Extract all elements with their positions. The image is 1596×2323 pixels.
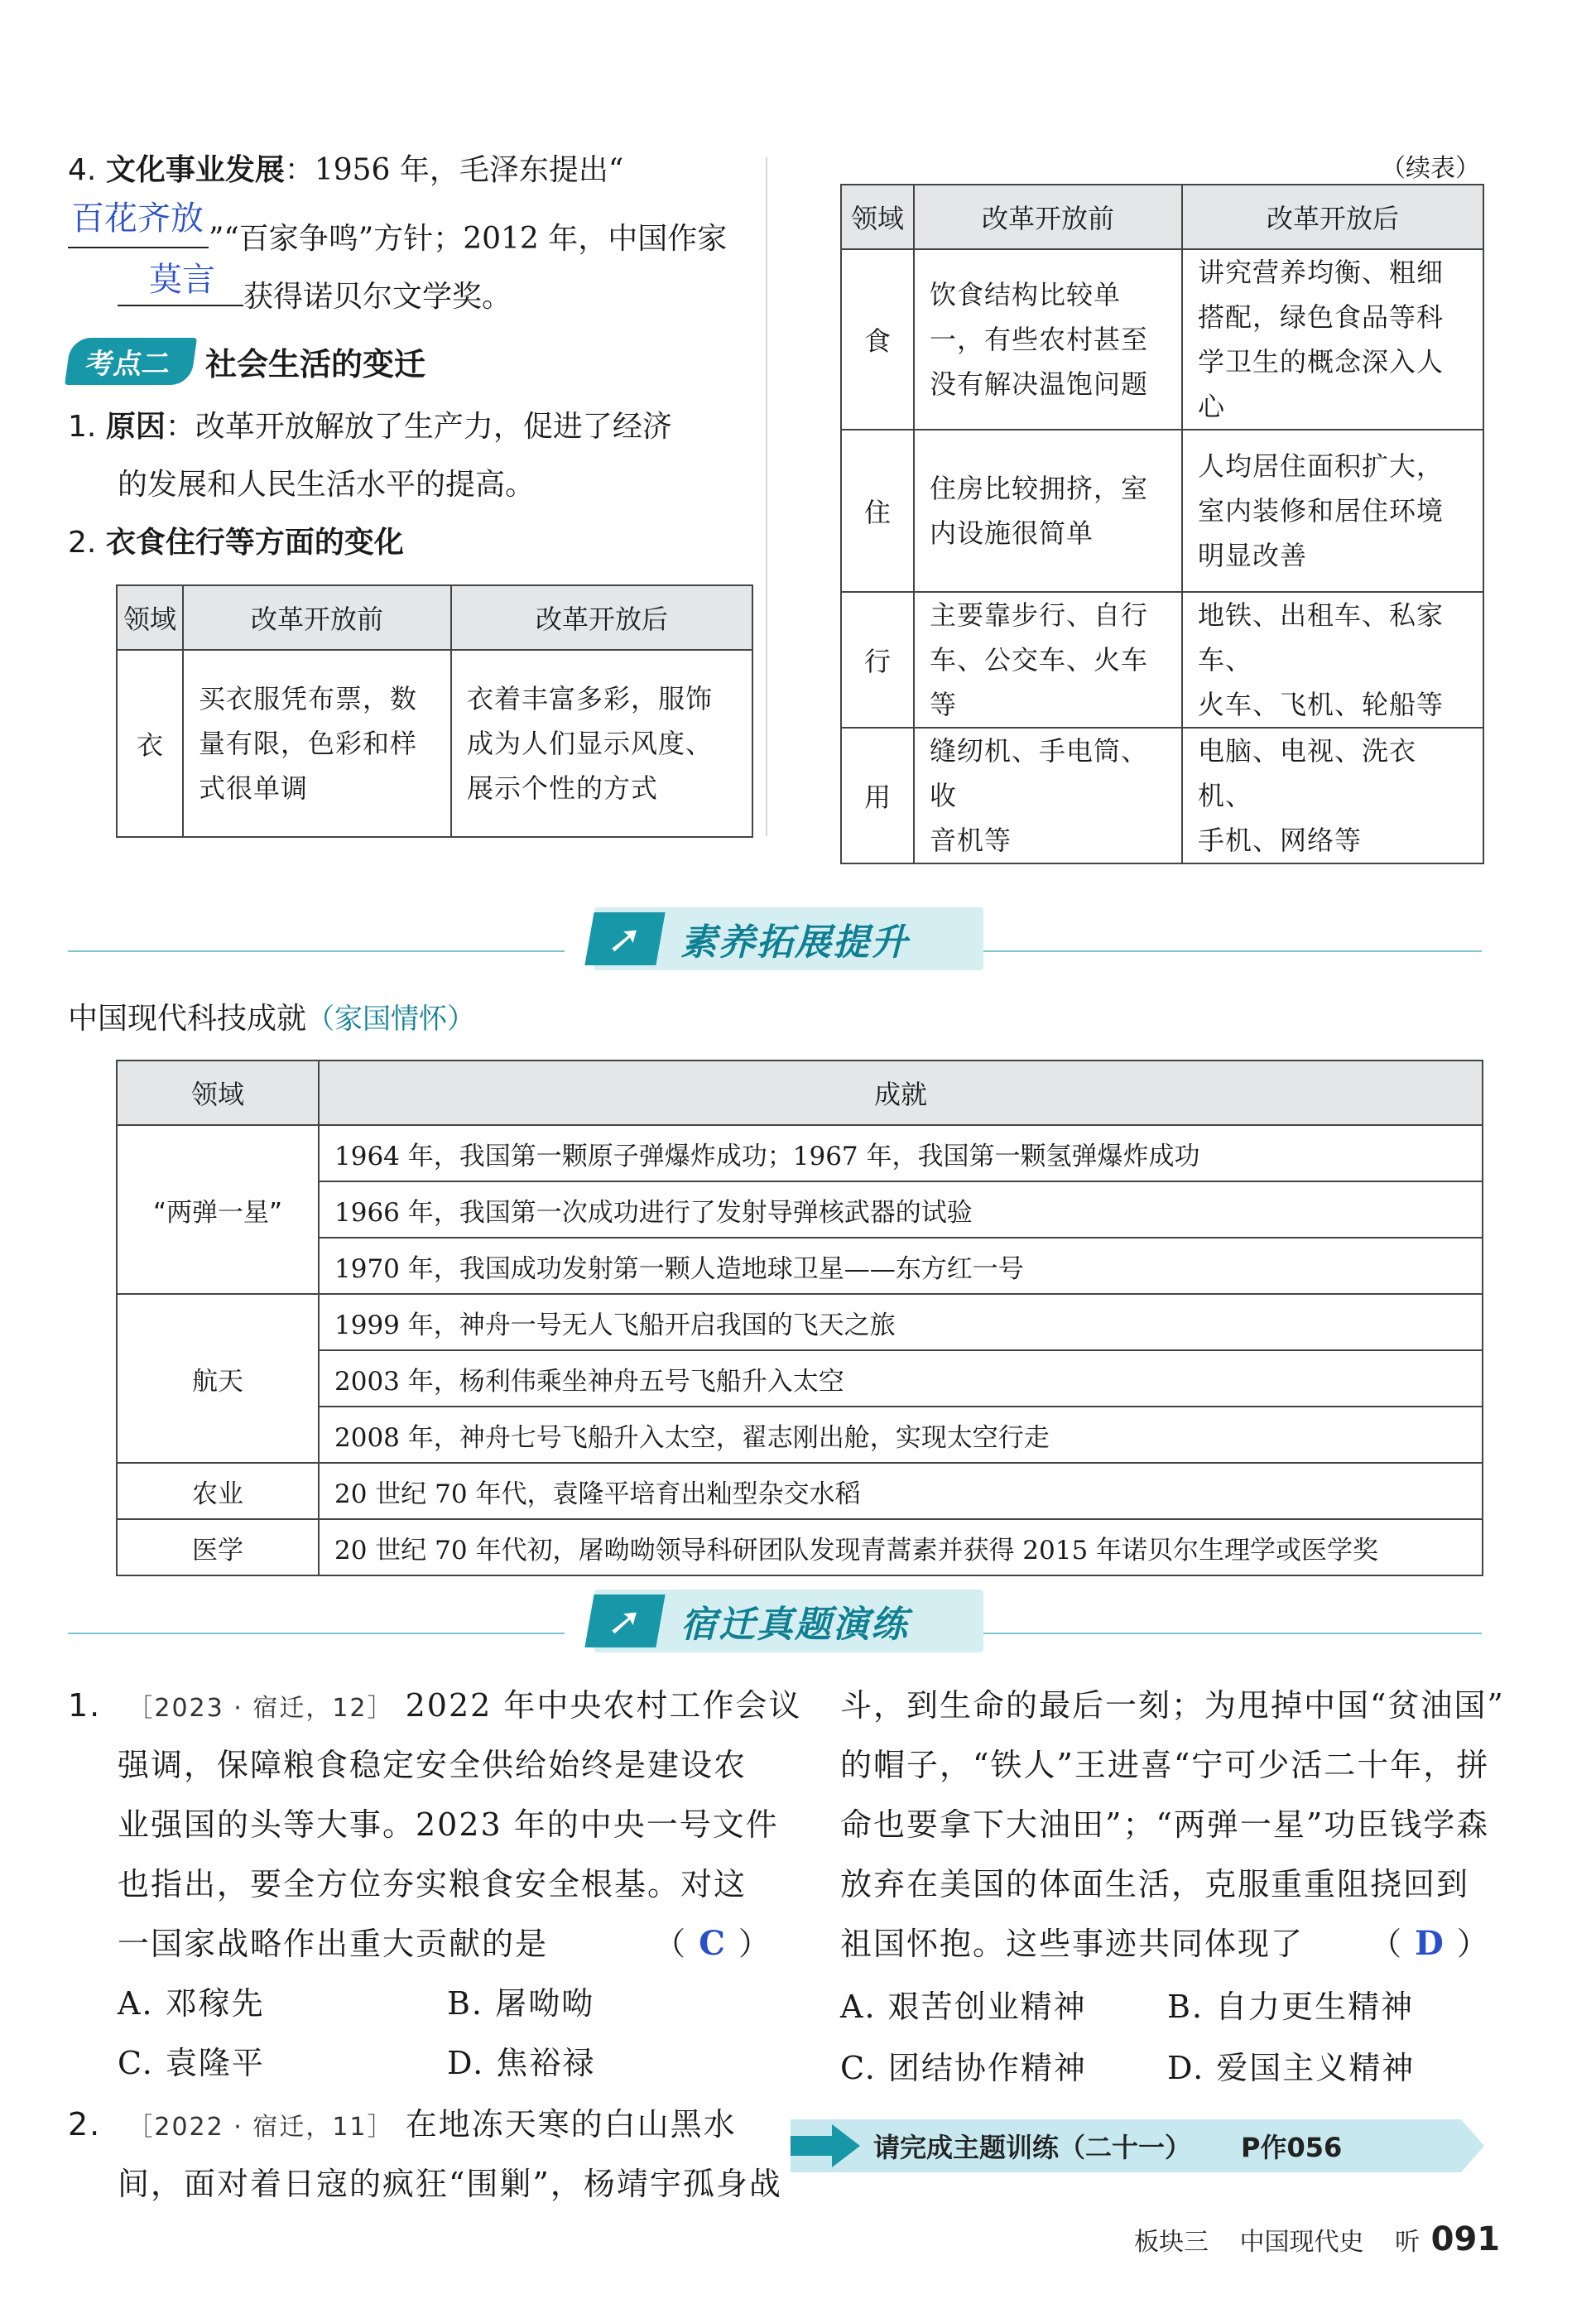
banner1-title: 素养拓展提升 (680, 921, 909, 964)
achievements-heading (68, 995, 475, 1037)
q1-option-c: C. 袁隆平 (118, 2045, 265, 2081)
footer-subject: 中国现代史 (1239, 2228, 1364, 2257)
banner2-line-left (68, 1633, 565, 1634)
footer-section: 板块三 (1134, 2228, 1209, 2257)
footer-mark: 听 (1395, 2228, 1421, 2257)
row-food: 食 饮食结构比较单 一，有些农村甚至 没有解决温饱问题 讲究营养均衡、粗细 搭配，绿色食品等科 学卫生的概念深入人心 (841, 249, 1483, 430)
section-title: 社会生活的变迁 (205, 346, 426, 382)
blank-answer-1: 百花齐放 (68, 204, 209, 248)
item2-line: 2. 衣食住行等方面的变化 (68, 526, 404, 560)
q2-source: ［2022 · 宿迁，11］ (127, 2113, 394, 2142)
before-cell: 买衣服凭布票，数 量有限，色彩和样 式很单调 (183, 650, 451, 837)
task-ref: P作056 (1241, 2132, 1343, 2163)
q1-answer-bracket: （ C ） (654, 1924, 772, 1963)
achievements-tag: （家国情怀） (306, 1003, 476, 1036)
banner1-line-right (977, 950, 1482, 952)
banner1 (594, 907, 983, 970)
banner2-line-right (977, 1633, 1482, 1634)
page-footer (1134, 2220, 1500, 2258)
q2-answer-bracket: （ D ） (1370, 1924, 1490, 1963)
arrow-icon: ➚ (584, 1594, 665, 1647)
life-changes-table: 领域 改革开放前 改革开放后 食 饮食结构比较单 一，有些农村甚至 没有解决温饱问题 讲究营养均衡、粗细 搭配，绿色食品等科 学卫生的概念深入人心 住 住房比较拥挤，室 内设施很简单 人均居住面积扩大， 室内装修和居住环境 明显改善 行 主要靠步行、自行 车、公交车、火车等 地铁、出租车、私家车、 火车、飞机、轮船等 用 缝纫机、手电筒、收 音机等 电脑、电视、洗衣机、 手机、网络等 (840, 184, 1484, 864)
after-cell: 衣着丰富多彩，服饰 成为人们显示风度、 展示个性的方式 (451, 650, 752, 837)
q2-option-d: D. 爱国主义精神 (1167, 2050, 1416, 2086)
field-aerospace: 航天 (117, 1294, 319, 1463)
achievement-row: 20 世纪 70 年代初，屠呦呦领导科研团队发现青蒿素并获得 2015 年诺贝尔生理学或医学奖 (319, 1519, 1483, 1575)
banner1-line-left (68, 950, 565, 952)
q1-line1: 1. ［2023 · 宿迁，12］ 2022 年中央农村工作会议 (68, 1687, 802, 1724)
row-housing: 住 住房比较拥挤，室 内设施很简单 人均居住面积扩大， 室内装修和居住环境 明显改善 (841, 430, 1483, 592)
task-bar-tip (1461, 2119, 1486, 2172)
column-divider (766, 157, 767, 836)
achievements-table: 领域 成就 “两弹一星” 1964 年，我国第一颗原子弹爆炸成功；1967 年，我国第一颗氢弹爆炸成功 1966 年，我国第一次成功进行了发射导弹核武器的试验 1970 年，我国成功发射第一颗人造地球卫星——东方红一号 航天 1999 年，神舟一号无人飞船开启我国的飞天之旅 2003 年，杨利伟乘坐神舟五号飞船升入太空 2008 年，神舟七号飞船升入太空，翟志刚出舱，实现太空行走 农业 20 世纪 70 年代，袁隆平培育出籼型杂交水稻 医学 20 世纪 70 年代初，屠呦呦领导科研团队发现青蒿素并获得 2015 年诺贝尔生理学或医学奖 (116, 1060, 1483, 1576)
field-medicine: 医学 (117, 1519, 319, 1575)
q2-line1: 2. ［2022 · 宿迁，11］ 在地冻天寒的白山黑水 (68, 2106, 737, 2143)
achievement-row: 1966 年，我国第一次成功进行了发射导弹核武器的试验 (319, 1181, 1483, 1238)
achievement-row: 1970 年，我国成功发射第一颗人造地球卫星——东方红一号 (319, 1238, 1483, 1294)
arrow-icon: ➚ (584, 912, 665, 965)
item4-line2: 百花齐放 ”“百家争鸣”方针；2012 年，中国作家 (68, 204, 727, 261)
achievement-row: 1964 年，我国第一颗原子弹爆炸成功；1967 年，我国第一颗氢弹爆炸成功 (319, 1125, 1483, 1181)
blank-answer-2: 莫言 (118, 262, 243, 306)
q2-option-b: B. 自力更生精神 (1167, 1989, 1415, 2025)
field-clothing: 衣 (117, 650, 183, 837)
q2-answer: D (1415, 1924, 1445, 1963)
row-goods: 用 缝纫机、手电筒、收 音机等 电脑、电视、洗衣机、 手机、网络等 (841, 728, 1483, 863)
achievement-row: 1999 年，神舟一号无人飞船开启我国的飞天之旅 (319, 1294, 1483, 1350)
item4-line1: 4. 文化事业发展：1956 年，毛泽东提出“ (68, 153, 624, 187)
q1-source: ［2023 · 宿迁，12］ (127, 1694, 394, 1723)
continued-label: （续表） (1381, 154, 1480, 183)
section2-header (68, 338, 425, 385)
q1-answer: C (699, 1924, 727, 1963)
item1-line2: 的发展和人民生活水平的提高。 (118, 468, 536, 502)
arrow-right-icon (791, 2119, 865, 2172)
item1-line1: 1. 原因：改革开放解放了生产力，促进了经济 (68, 410, 672, 444)
q2-option-c: C. 团结协作精神 (840, 2050, 1087, 2086)
q1-option-b: B. 屠呦呦 (447, 1985, 595, 2022)
achievements-title: 中国现代科技成就 (68, 1002, 307, 1036)
achievement-row: 2003 年，杨利伟乘坐神舟五号飞船升入太空 (319, 1350, 1483, 1407)
section-badge: 考点二 (65, 338, 197, 385)
q1-option-d: D. 焦裕禄 (447, 2045, 596, 2081)
achievement-row: 2008 年，神舟七号飞船升入太空，翟志刚出舱，实现太空行走 (319, 1407, 1483, 1463)
row-transport: 行 主要靠步行、自行 车、公交车、火车等 地铁、出租车、私家车、 火车、飞机、轮船等 (841, 592, 1483, 728)
banner2-title: 宿迁真题演练 (680, 1604, 909, 1646)
page-number: 091 (1430, 2220, 1501, 2258)
field-agriculture: 农业 (117, 1463, 319, 1519)
banner2 (594, 1590, 983, 1652)
field-two-bombs: “两弹一星” (117, 1125, 319, 1294)
q2-option-a: A. 艰苦创业精神 (840, 1989, 1087, 2025)
item4-line3: 莫言 获得诺贝尔文学奖。 (118, 262, 512, 319)
task-text: 请完成主题训练（二十一） (873, 2132, 1192, 2163)
clothing-table: 领域 改革开放前 改革开放后 衣 买衣服凭布票，数 量有限，色彩和样 式很单调 衣着丰富多彩，服饰 成为人们显示风度、 展示个性的方式 (116, 584, 753, 838)
task-bar[interactable] (791, 2119, 1461, 2172)
q1-option-a: A. 邓稼先 (118, 1985, 265, 2022)
item4-label: 文化事业发展 (105, 153, 285, 187)
achievement-row: 20 世纪 70 年代，袁隆平培育出籼型杂交水稻 (319, 1463, 1483, 1519)
